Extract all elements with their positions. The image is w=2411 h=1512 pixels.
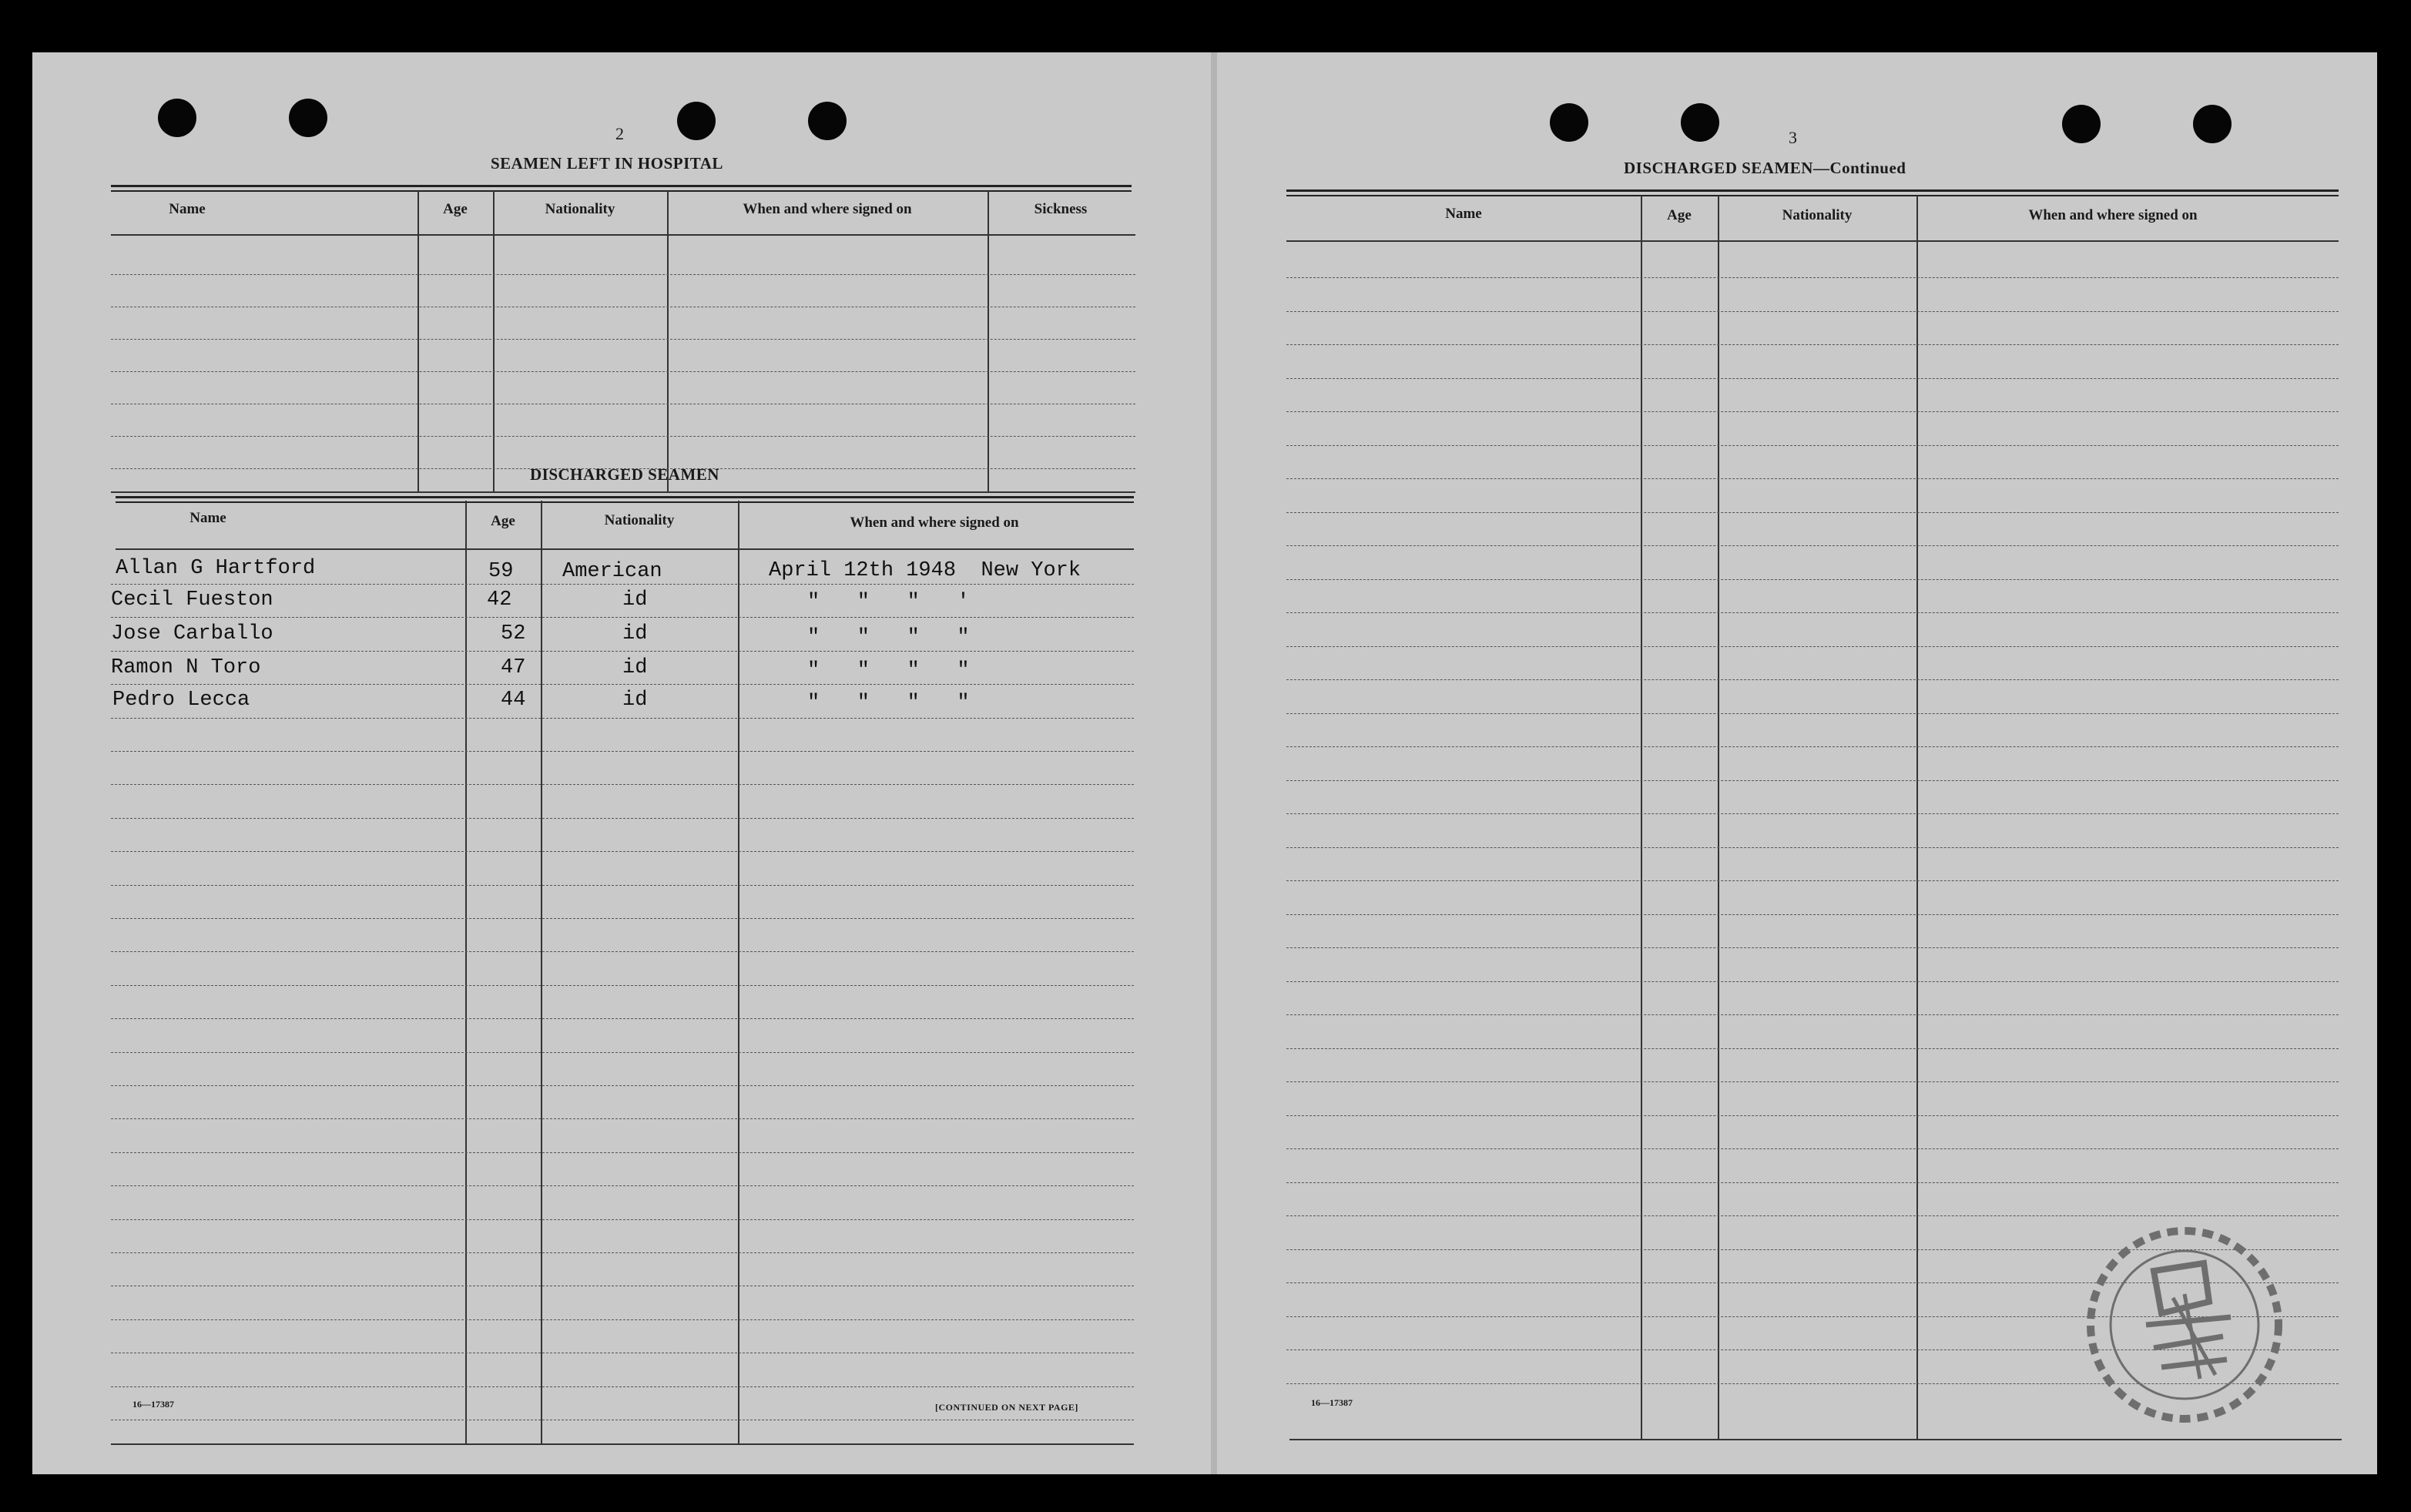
column-divider (493, 191, 495, 493)
seaman-nationality: id (622, 689, 648, 712)
row-rule (1286, 1148, 2339, 1149)
header-rule (111, 234, 1135, 236)
row-rule (1286, 1081, 2339, 1082)
row-rule (111, 1319, 1134, 1320)
postmark-stamp-icon (2038, 1209, 2323, 1440)
row-rule (1286, 445, 2339, 446)
column-divider (988, 191, 989, 493)
row-rule (111, 951, 1134, 952)
continued-note: [CONTINUED ON NEXT PAGE] (935, 1402, 1078, 1413)
page-number: 3 (1789, 128, 1797, 147)
seaman-age: 44 (501, 689, 526, 712)
page-fold (1211, 52, 1217, 1474)
table-top-rule (116, 496, 1134, 503)
page-number: 2 (615, 124, 624, 143)
row-rule (111, 751, 1134, 752)
column-header: Nationality (604, 512, 675, 528)
punch-hole (808, 102, 847, 140)
header-rule (116, 548, 1134, 550)
row-rule (1286, 880, 2339, 881)
punch-hole (289, 99, 327, 137)
table-bottom-rule (111, 491, 1135, 493)
seaman-name: Pedro Lecca (112, 689, 250, 712)
row-rule (1286, 813, 2339, 814)
seaman-nationality: id (622, 622, 648, 645)
seaman-age: 47 (501, 656, 526, 679)
column-header: Sickness (1034, 201, 1088, 217)
table-top-rule (1286, 189, 2339, 196)
column-header: Age (443, 201, 468, 217)
column-header: Name (1445, 206, 1482, 222)
form-number: 16—17387 (1311, 1397, 1353, 1408)
punch-hole (158, 99, 196, 137)
signed-on: April 12th 1948 New York (769, 559, 1081, 582)
row-rule (111, 1052, 1134, 1053)
punch-hole (1550, 103, 1588, 142)
seaman-name: Ramon N Toro (111, 656, 261, 679)
row-rule (111, 1152, 1134, 1153)
column-header: Age (1667, 207, 1692, 223)
row-rule (1286, 478, 2339, 479)
row-rule (111, 1118, 1134, 1119)
row-rule (1286, 947, 2339, 948)
row-rule (111, 1018, 1134, 1019)
punch-hole (1681, 103, 1719, 142)
seaman-nationality: id (622, 656, 648, 679)
row-rule (111, 784, 1134, 785)
row-rule (111, 818, 1134, 819)
row-rule (111, 651, 1134, 652)
row-rule (111, 684, 1134, 685)
column-header: When and where signed on (2028, 207, 2198, 223)
row-rule (1286, 1014, 2339, 1015)
row-rule (1286, 277, 2339, 278)
row-rule (1286, 914, 2339, 915)
punch-hole (2062, 105, 2101, 143)
row-rule (111, 371, 1135, 372)
header-rule (1286, 240, 2339, 242)
column-header: When and where signed on (743, 201, 912, 217)
row-rule (111, 985, 1134, 986)
row-rule (1286, 981, 2339, 982)
seaman-name: Cecil Fueston (111, 588, 273, 612)
row-rule (111, 617, 1134, 618)
signed-on: " " " ' (807, 591, 970, 614)
signed-on: " " " " (807, 659, 970, 682)
seaman-age: 42 (487, 588, 512, 612)
column-divider (417, 191, 419, 493)
row-rule (1286, 713, 2339, 714)
signed-on: " " " " (807, 692, 970, 715)
row-rule (1286, 1048, 2339, 1049)
punch-hole (2193, 105, 2232, 143)
column-header: Nationality (1782, 207, 1853, 223)
seaman-nationality: id (622, 588, 648, 612)
column-divider (738, 501, 739, 1443)
row-rule (111, 1386, 1134, 1387)
row-rule (1286, 746, 2339, 747)
column-header: Name (189, 510, 226, 526)
row-rule (1286, 512, 2339, 513)
row-rule (111, 1185, 1134, 1186)
column-divider (541, 501, 542, 1443)
seaman-age: 52 (501, 622, 526, 645)
row-rule (1286, 1182, 2339, 1183)
punch-hole (677, 102, 716, 140)
column-divider (1641, 196, 1642, 1440)
row-rule (111, 718, 1134, 719)
column-divider (465, 501, 467, 1443)
row-rule (1286, 679, 2339, 680)
row-rule (111, 1219, 1134, 1220)
row-rule (1286, 311, 2339, 312)
section-title-discharged: DISCHARGED SEAMEN (530, 465, 719, 484)
seaman-name: Allan G Hartford (116, 557, 316, 580)
column-header: Age (491, 513, 515, 529)
section-title-hospital: SEAMEN LEFT IN HOSPITAL (491, 154, 723, 173)
column-divider (1916, 196, 1918, 1440)
column-divider (667, 191, 669, 493)
row-rule (1286, 646, 2339, 647)
row-rule (1286, 847, 2339, 848)
row-rule (1286, 1115, 2339, 1116)
column-divider (1718, 196, 1719, 1440)
row-rule (111, 851, 1134, 852)
document-sheet (32, 52, 2377, 1474)
row-rule (1286, 545, 2339, 546)
table-bottom-rule (111, 1443, 1134, 1445)
row-rule (1286, 378, 2339, 379)
row-rule (111, 339, 1135, 340)
table-top-rule (111, 185, 1132, 192)
row-rule (111, 436, 1135, 437)
row-rule (111, 1085, 1134, 1086)
row-rule (1286, 612, 2339, 613)
row-rule (1286, 780, 2339, 781)
row-rule (111, 584, 1134, 585)
row-rule (1286, 579, 2339, 580)
row-rule (111, 918, 1134, 919)
column-header: Nationality (545, 201, 615, 217)
signed-on: " " " " (807, 626, 970, 649)
row-rule (111, 1252, 1134, 1253)
section-title-discharged-continued: DISCHARGED SEAMEN—Continued (1624, 159, 1906, 177)
column-header: Name (169, 201, 206, 217)
row-rule (1286, 344, 2339, 345)
row-rule (1286, 411, 2339, 412)
column-header: When and where signed on (850, 515, 1019, 531)
row-rule (111, 274, 1135, 275)
row-rule (111, 885, 1134, 886)
seaman-nationality: American (562, 560, 662, 583)
form-number: 16—17387 (132, 1399, 174, 1410)
seaman-age: 59 (488, 560, 514, 583)
seaman-name: Jose Carballo (111, 622, 273, 645)
